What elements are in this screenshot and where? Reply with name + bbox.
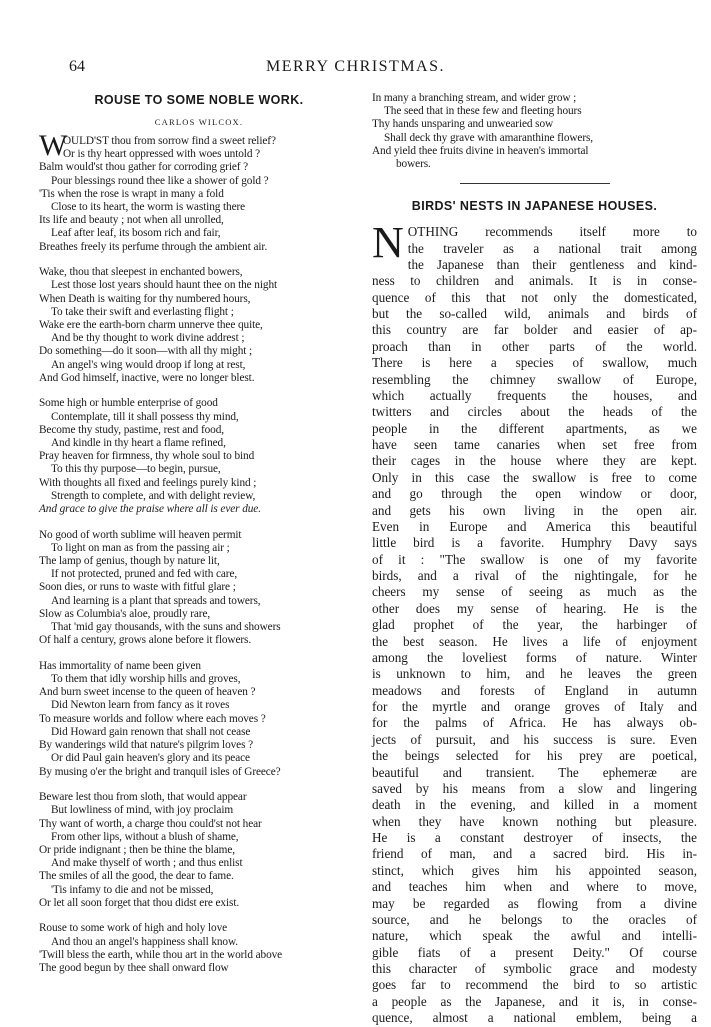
poem-stanza (39, 791, 359, 910)
article-line: stinct, which gives him his appointed season, (372, 862, 697, 878)
poem-stanzas (39, 148, 359, 975)
poem-line: Breathes freely its perfume through the ambient air. (39, 240, 268, 253)
poem-line: The seed that in these few and fleeting hours (384, 105, 582, 118)
poem-line: Balm would'st thou gather for corroding grief ? (39, 161, 249, 174)
poem-line: Has immortality of name been given (39, 659, 201, 672)
article-line: gible fiats of a present Deity." Of course (372, 944, 697, 960)
left-column (39, 92, 359, 988)
poem-stanza (39, 266, 359, 385)
article-line: glad prophet of the year, the harbinger of (372, 617, 697, 633)
poem-line: Its life and beauty ; not when all unrolled, (39, 214, 224, 227)
poem-line: Do something—do it soon—with all thy might ; (39, 345, 253, 358)
article-line: and gets his own living in the open air. (372, 502, 697, 518)
poem-title: ROUSE TO SOME NOBLE WORK. (94, 93, 304, 107)
poem-line: Or let all soon forget that thou didst ere exist. (39, 896, 240, 909)
poem-line: In many a branching stream, and wider grow ; (372, 92, 577, 104)
article-lines (372, 218, 697, 1026)
poem-line: Rouse to some work of high and holy love (39, 922, 228, 935)
poem-author: CARLOS WILCOX. (154, 117, 244, 127)
poem-line: To light on man as from the passing air ; (51, 541, 230, 554)
poem-line: The smiles of all the good, the dear to fame. (39, 870, 234, 883)
poem-line: The good begun by thee shall onward flow (39, 961, 229, 974)
article-body (372, 218, 697, 1026)
article-line: quence of this that not only the domesticated, (372, 289, 697, 305)
poem-line: From other lips, without a blush of shame, (51, 830, 239, 843)
article-line: little bird is a favorite. Humphry Davy says (372, 535, 697, 551)
drop-cap-w: W (39, 129, 68, 162)
article-line: a people as the Japanese, and it is, in conse- (372, 993, 697, 1009)
poem-line: But lowliness of mind, with joy proclaim (51, 804, 234, 817)
page-header (0, 58, 711, 84)
poem-line: And make thyself of worth ; and thus enlist (51, 857, 243, 870)
poem-line: Strength to complete, and with delight review, (51, 489, 256, 502)
article-line: death in the evening, and killed in a moment (372, 797, 697, 813)
poem-line: Become thy study, pastime, rest and food, (39, 423, 224, 436)
article-line: their cages in the house where they are kept. (372, 453, 697, 469)
poem-line: Wake, thou that sleepest in enchanted bowers, (39, 266, 243, 279)
poem-line: Shall deck thy grave with amaranthine flowers, (384, 131, 594, 144)
article-line: Even in Europe and America this beautiful (372, 518, 697, 534)
poem-line: Pour blessings round thee like a shower of gold ? (51, 174, 269, 187)
article-line: proach than in other parts of the world. (372, 338, 697, 354)
article-line: ness to children and animals. It is in conse- (372, 273, 697, 289)
article-line: There is here a species of swallow, much (372, 355, 697, 371)
section-divider (460, 183, 610, 184)
poem-line: Or did Paul gain heaven's glory and its peace (51, 752, 250, 765)
article-line: among the loveliest forms of nature. Winter (372, 649, 697, 665)
article-line: meadows and forests of England in autumn (372, 682, 697, 698)
right-column (372, 92, 697, 1027)
poem-line: bowers. (396, 158, 431, 171)
poem-line: Pray heaven for firmness, thy whole soul to bind (39, 450, 255, 463)
poem-line: Or is thy heart oppressed with woes untold ? (63, 148, 261, 161)
article-line: quence, almost a national emblem, being a (372, 1010, 697, 1026)
poem-line: By wanderings wild that nature's pilgrim loves ? (39, 739, 254, 752)
article-line: twitters and circles about the heads of the (372, 404, 697, 420)
poem-line: 'Tis when the rose is wrapt in many a fold (39, 187, 224, 200)
article-line: saved by his means from a slow and lingering (372, 780, 697, 796)
poem-line: Some high or humble enterprise of good (39, 397, 218, 410)
poem-stanza (39, 148, 359, 254)
poem-line: 'Tis infamy to die and not be missed, (51, 883, 214, 896)
article-line: when they have known nothing but pleasure. (372, 813, 697, 829)
article-line: this country are far bolder and easier of ap- (372, 322, 697, 338)
poem-line: And be thy thought to work divine addrest ; (51, 332, 245, 345)
article-line: the best season. He lives a life of enjoyment (372, 633, 697, 649)
article-title: BIRDS' NESTS IN JAPANESE HOUSES. (411, 199, 658, 214)
article-line: other does my sense of hearing. He is the (372, 600, 697, 616)
article-line: and go through the open window or door, (372, 486, 697, 502)
article-line: friend of man, and a sacred bird. His in- (372, 846, 697, 862)
article-line: people in the different apartments, as we (372, 420, 697, 436)
poem-line: By musing o'er the bright and tranquil isles of Greece? (39, 765, 281, 778)
article-line: have seen tame canaries when set free from (372, 437, 697, 453)
poem-line: To them that idly worship hills and groves, (51, 673, 241, 686)
poem-line: Leaf after leaf, its bosom rich and fair, (51, 227, 221, 240)
poem-line: Lest those lost years should haunt thee on the night (51, 279, 278, 292)
poem-stanza (39, 529, 359, 648)
article-line: Only in this case the swallow is free to come (372, 469, 697, 485)
poem-line: Did Howard gain renown that shall not cease (51, 725, 251, 738)
article-line: is unknown to him, and he leaves the green (372, 666, 697, 682)
poem-line: Soon dies, or runs to waste with fitful glare ; (39, 581, 236, 594)
poem-line: The lamp of genius, though by nature lit, (39, 555, 220, 568)
article-line: birds, and a rival of the nightingale, for he (372, 568, 697, 584)
poem-stanza (39, 397, 359, 516)
poem-line: Beware lest thou from sloth, that would appear (39, 791, 247, 804)
poem-line: Or pride indignant ; then be thine the blame, (39, 843, 235, 856)
article-line: and teaches him when and where to move, (372, 879, 697, 895)
article-line: the traveler as a national trait among (407, 240, 697, 256)
poem-line: And learning is a plant that spreads and towers, (51, 594, 261, 607)
article-line: of it : "The swallow is one of my favorite (372, 551, 697, 567)
poem-line: 'Twill bless the earth, while thou art in the world above (39, 948, 283, 961)
article-line: which actually frequents the houses, and (372, 387, 697, 403)
running-title: MERRY CHRISTMAS. (266, 58, 445, 75)
poem-line: With thoughts all fixed and feelings purely kind ; (39, 476, 257, 489)
poem-continuation (372, 92, 697, 171)
poem-line: Wake ere the earth-born charm unnerve thee quite, (39, 319, 263, 332)
poem-line: And God himself, inactive, were no longer blest. (39, 371, 255, 384)
article-line: may be regarded as flowing from a divine (372, 895, 697, 911)
page-number: 64 (69, 58, 85, 75)
article-line: OTHING recommends itself more to (407, 224, 697, 240)
poem-line: And kindle in thy heart a flame refined, (51, 437, 226, 450)
poem-line: That 'mid gay thousands, with the suns and showers (51, 621, 281, 634)
poem-line: To this thy purpose—to begin, pursue, (51, 463, 221, 476)
poem-line: No good of worth sublime will heaven permit (39, 528, 242, 541)
poem-stanza (39, 660, 359, 779)
article-line: this character of symbolic grace and modesty (372, 961, 697, 977)
poem-line: Of half a century, grows alone before it flowers. (39, 634, 252, 647)
drop-cap-n: N (372, 218, 404, 268)
poem-line: Close to its heart, the worm is wasting there (51, 201, 246, 214)
poem-line: If not protected, pruned and fed with care, (51, 568, 238, 581)
article-line: but the so-called wild, animals and birds of (372, 306, 697, 322)
article-line: the beings selected for his prey are poetical, (372, 748, 697, 764)
poem-line: An angel's wing would droop if long at rest, (51, 358, 246, 371)
poem-line: Thy hands unsparing and unwearied sow (372, 118, 554, 131)
article-line: for the palms of Africa. He has always ob- (372, 715, 697, 731)
poem-first-line-text: OULD'ST thou from sorrow find a sweet relief? (63, 135, 276, 147)
article-line: goes far to recommend the bird to so artistic (372, 977, 697, 993)
poem-line: To take their swift and everlasting flight ; (51, 305, 234, 318)
article-line: beautiful and transient. The ephemeræ are (372, 764, 697, 780)
article-line: He is a constant destroyer of insects, the (372, 830, 697, 846)
poem-line: Did Newton learn from fancy as it roves (51, 699, 230, 712)
poem-line: When Death is waiting for thy numbered hours, (39, 292, 251, 305)
article-line: resembling the chimney swallow of Europe, (372, 371, 697, 387)
poem-stanza (39, 922, 359, 975)
poem-line: And burn sweet incense to the queen of heaven ? (39, 686, 256, 699)
article-line: for the myrtle and orange groves of Italy and (372, 699, 697, 715)
poem-line: Thy want of worth, a charge thou could'st not hear (39, 817, 262, 830)
article-line: source, and he belongs to the oracles of (372, 911, 697, 927)
poem-line: To measure worlds and follow where each moves ? (39, 712, 266, 725)
poem-line: And yield thee fruits divine in heaven's immortal (372, 144, 589, 157)
poem-line: Contemplate, till it shall possess thy mind, (51, 410, 239, 423)
poem-line: Slow as Columbia's aloe, proudly rare, (39, 607, 211, 620)
article-line: cheers my sense of seeing as much as the (372, 584, 697, 600)
poem-line: And grace to give the praise where all is ever due. (39, 503, 261, 516)
article-line: the Japanese than their gentleness and kind- (407, 256, 697, 272)
article-line: jects of pursuit, and his success is sure. Even (372, 731, 697, 747)
article-line: nature, which speak the awful and intelli- (372, 928, 697, 944)
poem-line: And thou an angel's happiness shall know. (51, 935, 239, 948)
